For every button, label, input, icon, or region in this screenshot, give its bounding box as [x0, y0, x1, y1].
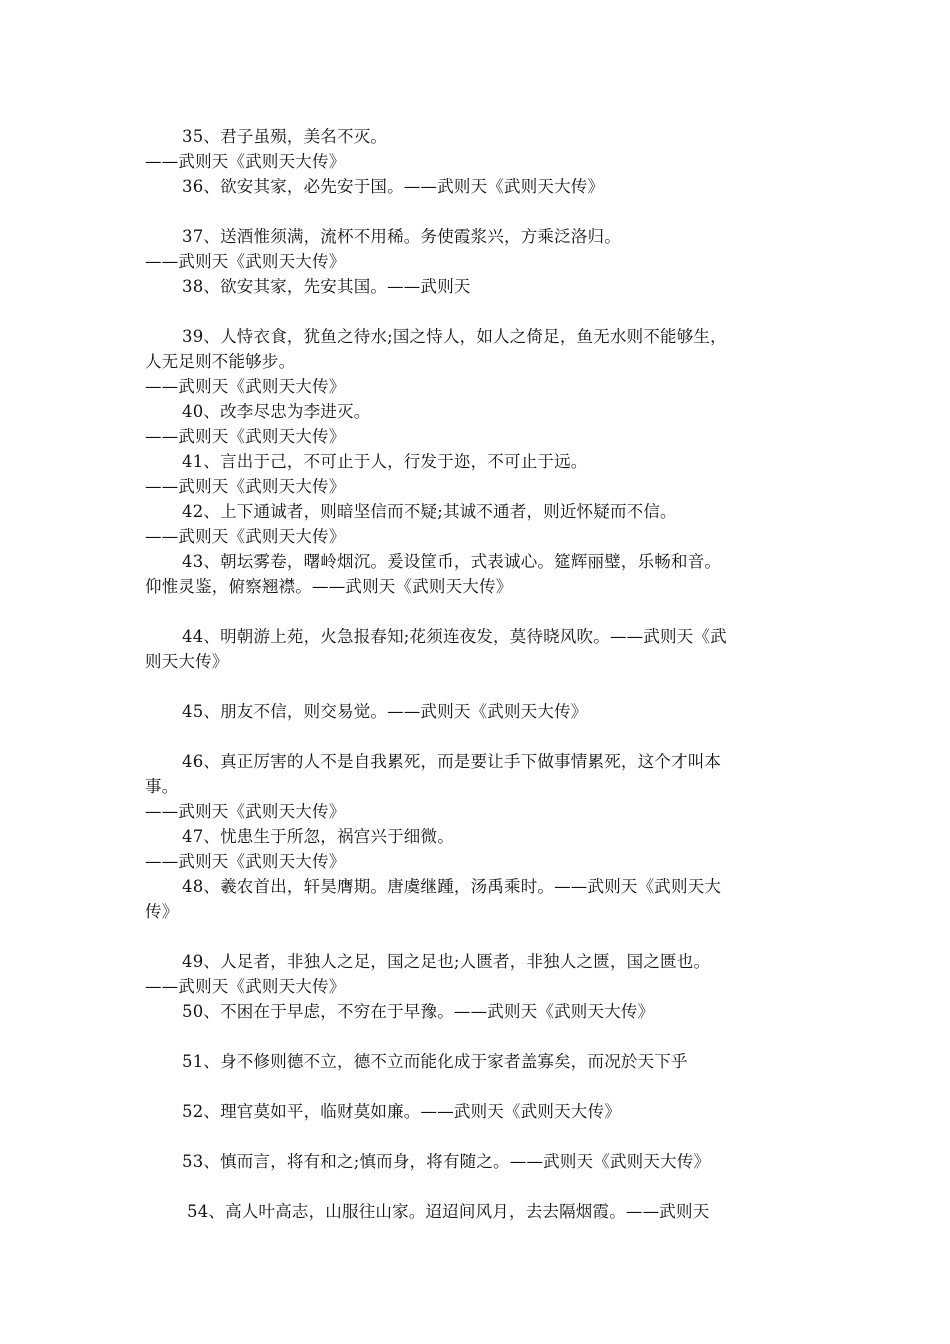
quote-44-cont: 则天大传》	[145, 652, 229, 671]
quote-41-source: ——武则天《武则天大传》	[145, 477, 346, 496]
quote-49: 49、人足者，非独人之足，国之足也;人匮者，非独人之匮，国之匮也。	[182, 952, 711, 971]
quote-48-cont: 传》	[145, 902, 179, 921]
quote-50: 50、不困在于早虑，不穷在于早豫。——武则天《武则天大传》	[182, 1002, 655, 1021]
quote-52: 52、理官莫如平，临财莫如廉。——武则天《武则天大传》	[182, 1102, 621, 1121]
quote-42-source: ——武则天《武则天大传》	[145, 527, 346, 546]
quote-39: 39、人恃衣食，犹鱼之待水;国之恃人，如人之倚足，鱼无水则不能够生，	[182, 327, 727, 346]
quote-36: 36、欲安其家，必先安于国。——武则天《武则天大传》	[182, 177, 605, 196]
quote-39-cont: 人无足则不能够步。	[145, 352, 296, 371]
quote-46-source: ——武则天《武则天大传》	[145, 802, 346, 821]
quote-37: 37、送酒惟须满，流杯不用稀。务使霞浆兴，方乘泛洛归。	[182, 227, 621, 246]
quote-35: 35、君子虽殒，美名不灭。	[182, 127, 388, 146]
quote-54: 54、高人叶高志，山服往山家。迢迢间风月，去去隔烟霞。——武则天	[187, 1202, 710, 1221]
quote-37-source: ——武则天《武则天大传》	[145, 252, 346, 271]
quote-42: 42、上下通诚者，则暗坚信而不疑;其诚不通者，则近怀疑而不信。	[182, 502, 677, 521]
quote-38: 38、欲安其家，先安其国。——武则天	[182, 277, 471, 296]
quote-47-source: ——武则天《武则天大传》	[145, 852, 346, 871]
quote-41: 41、言出于己，不可止于人，行发于迩，不可止于远。	[182, 452, 588, 471]
quote-35-source: ——武则天《武则天大传》	[145, 152, 346, 171]
quote-43: 43、朝坛雾卷，曙岭烟沉。爰设筐币，式表诚心。筵辉丽璧，乐畅和音。	[182, 552, 722, 571]
quote-46: 46、真正厉害的人不是自我累死，而是要让手下做事情累死，这个才叫本	[182, 752, 722, 771]
quote-47: 47、忧患生于所忽，祸宫兴于细微。	[182, 827, 454, 846]
quote-40-source: ——武则天《武则天大传》	[145, 427, 346, 446]
quote-44: 44、明朝游上苑，火急报春知;花须连夜发，莫待晓风吹。——武则天《武	[182, 627, 727, 646]
quote-49-source: ——武则天《武则天大传》	[145, 977, 346, 996]
quote-48: 48、羲农首出，轩昊膺期。唐虞继踵，汤禹乘时。——武则天《武则天大	[182, 877, 722, 896]
quote-46-cont: 事。	[145, 777, 179, 796]
quote-40: 40、改李尽忠为李进灭。	[182, 402, 371, 421]
quote-43-cont: 仰惟灵鉴，俯察翘襟。——武则天《武则天大传》	[145, 577, 513, 596]
quote-51: 51、身不修则德不立，德不立而能化成于家者盖寡矣，而况於天下乎	[182, 1052, 688, 1071]
quote-53: 53、慎而言，将有和之;慎而身，将有随之。——武则天《武则天大传》	[182, 1152, 711, 1171]
quote-45: 45、朋友不信，则交易觉。——武则天《武则天大传》	[182, 702, 588, 721]
quote-39-source: ——武则天《武则天大传》	[145, 377, 346, 396]
